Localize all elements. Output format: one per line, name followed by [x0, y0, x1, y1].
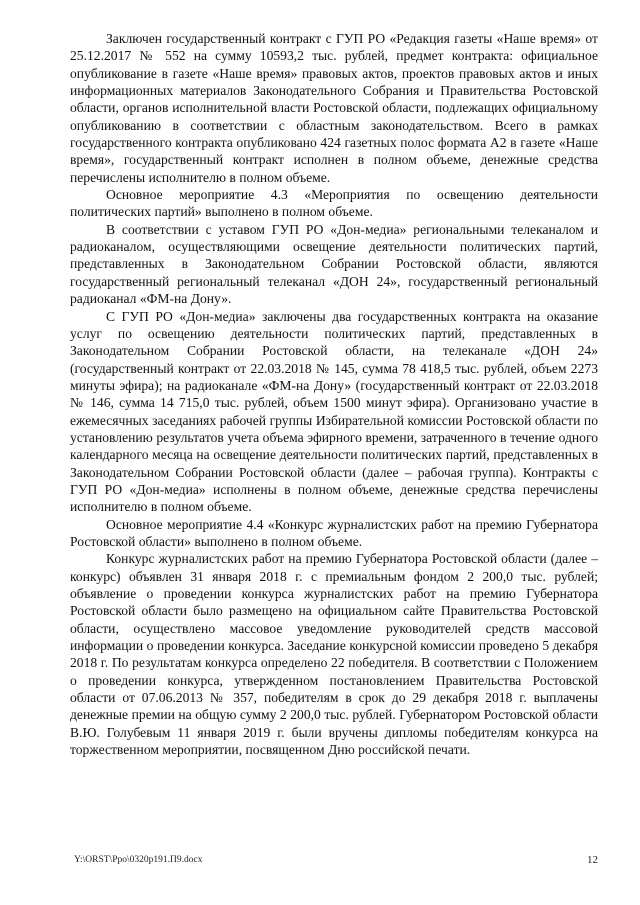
paragraph-journalism-contest: Конкурс журналистских работ на премию Губернатора Ростовской области (далее – конкурс) объявлен 31 января 2018 г. с премиальным фондом 2 200,0 тыс. рублей; объявление о проведении конкурса журналистских работ на премию Губернатора Ростовской области было размещено на официальном сайте Правительства Ростовской области, осуществлено массовое уведомление руководителей средств массовой информации о проведении конкурса. Заседание конкурсной комиссии проведено 5 декабря 2018 г. По результатам конкурса определено 22 победителя. В соответствии с Положением о проведении конкурса, утвержденном постановлением Правительства Ростовской области от 07.06.2013 № 357, победителям в срок до 29 декабря 2018 г. выплачены денежные премии на общую сумму 2 200,0 тыс. рублей. Губернатором Ростовской области В.Ю. Голубевым 11 января 2019 г. были вручены дипломы победителям конкурса на торжественном мероприятии, посвященном Дню российской печати.	[70, 551, 598, 758]
paragraph-contract-nashe-vremya: Заключен государственный контракт с ГУП РО «Редакция газеты «Наше время» от 25.12.2017 № 552 на сумму 10593,2 тыс. рублей, предмет контракта: официальное опубликование в газете «Наше время» правовых актов, проектов правовых актов и иных информационных материалов Законодательного Собрания и Правительства Ростовской области, органов исполнительной власти Ростовской области, подлежащих официальному опубликованию в соответствии с областным законодательством. Всего в рамках государственного контракта опубликовано 424 газетных полос формата А2 в газете «Наше время», государственный контракт исполнен в полном объеме, денежные средства перечислены исполнителю в полном объеме.	[70, 31, 598, 185]
paragraph-measure-4-3: Основное мероприятие 4.3 «Мероприятия по освещению деятельности политических партий» выполнено в полном объеме.	[70, 187, 598, 220]
paragraph-measure-4-4: Основное мероприятие 4.4 «Конкурс журналистских работ на премию Губернатора Ростовской области» выполнено в полном объеме.	[70, 516, 598, 549]
footer-file-path: Y:\ORST\Ppo\0320p191.П9.docx	[74, 855, 203, 865]
page-number: 12	[587, 854, 598, 866]
document-body	[70, 30, 598, 758]
paragraph-don-media-contracts: С ГУП РО «Дон-медиа» заключены два государственных контракта на оказание услуг по освещению деятельности политических партий, представленных в Законодательном Собрании Ростовской области, на телеканале «ДОН 24» (государственный контракт от 22.03.2018 № 145, сумма 78 418,5 тыс. рублей, объем 2273 минуты эфира); на радиоканале «ФМ-на Дону» (государственный контракт от 22.03.2018 № 146, сумма 14 715,0 тыс. рублей, объем 1500 минут эфира). Организовано участие в ежемесячных заседаниях рабочей группы Избирательной комиссии Ростовской области по установлению результатов учета объема эфирного времени, затраченного в течение одного календарного месяца на освещение деятельности политических партий, представленных в Законодательном Собрании Ростовской области (далее – рабочая группа). Контракты с ГУП РО «Дон-медиа» исполнены в полном объеме, денежные средства перечислены исполнителю в полном объеме.	[70, 308, 598, 515]
paragraph-don-media-charter: В соответствии с уставом ГУП РО «Дон-медиа» региональными телеканалом и радиоканалом, осуществляющими освещение деятельности политических партий, представленных в Законодательном Собрании Ростовской области, являются государственный региональный телеканал «ДОН 24», государственный региональный радиоканал «ФМ-на Дону».	[70, 221, 598, 307]
